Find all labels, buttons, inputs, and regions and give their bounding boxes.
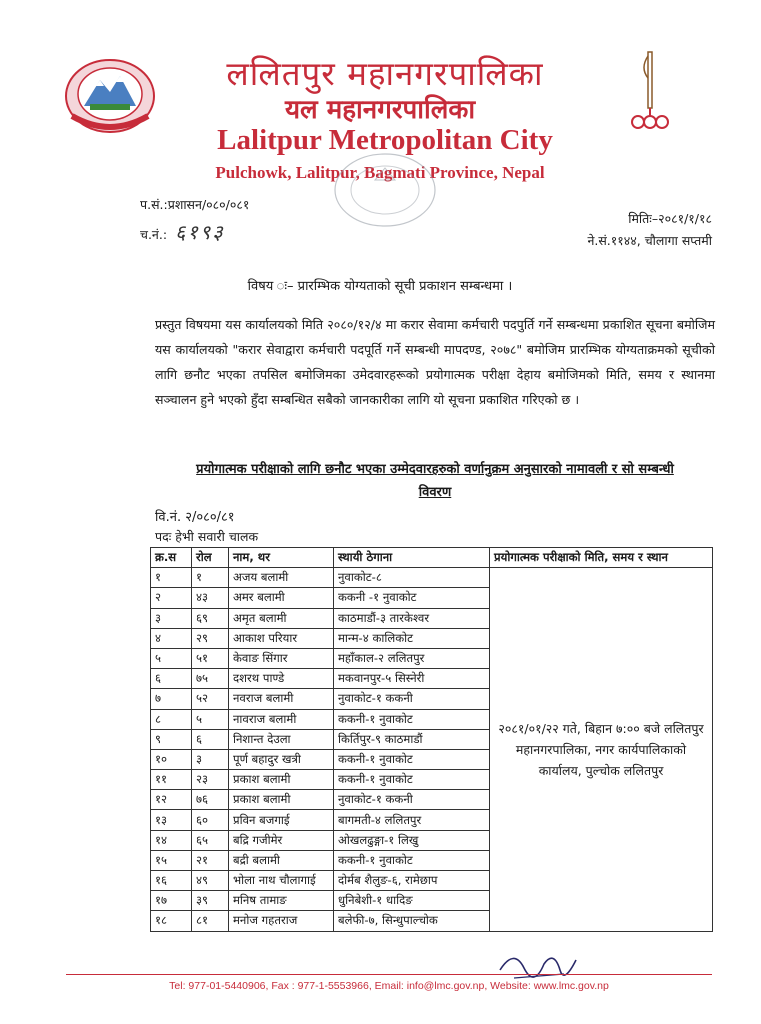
title-english: Lalitpur Metropolitan City [217,124,553,156]
footer-contact: Tel: 977-01-5440906, Fax : 977-1-5553966, Email: info@lmc.gov.np, Website: www.lmc.gov.np [169,980,609,992]
cell-roll: ३९ [192,891,229,911]
title-newari: यल महानगरपालिका [284,95,476,125]
cell-name: प्रकाश बलामी [229,790,334,810]
cell-name: मनिष तामाङ [229,891,334,911]
cell-roll: ८१ [192,911,229,931]
cell-address: बागमती-४ ललितपुर [334,810,490,830]
cell-sn: ६ [151,669,192,689]
list-heading-line1: प्रयोगात्मक परीक्षाको लागि छनौट भएका उम्मेदवारहरुको वर्णानुक्रम अनुसारको नामावली र सो सम्बन्धी [196,462,674,477]
cell-name: बद्री बलामी [229,850,334,870]
cell-sn: १७ [151,891,192,911]
cell-roll: ७६ [192,790,229,810]
cell-roll: ४९ [192,871,229,891]
cell-address: ककनी -१ नुवाकोट [334,588,490,608]
exam-details: २०८१/०१/२२ गते, बिहान ७:०० बजे ललितपुर महानगरपालिका, नगर कार्यपालिकाको कार्यालय, पुल्चोक ललितपुर [490,568,713,931]
cell-roll: ६९ [192,608,229,628]
cell-sn: १० [151,749,192,769]
letter-body: प्रस्तुत विषयमा यस कार्यालयको मिति २०८०/१२/४ मा करार सेवामा कर्मचारी पदपुर्ति गर्ने सम्बन्धमा प्रकाशित सूचना बमोजिम यस कार्यालयको "करार सेवाद्वारा कर्मचारी पदपूर्ति गर्ने सम्बन्धी मापदण्ड, २०७८" बमोजिम प्रारम्भिक योग्यताक्रमको सूचीको लागि छनौट भएका तपसिल बमोजिमका उमेदवारहरूको प्रयोगात्मक परीक्षा देहाय बमोजिमको मिति, समय र स्थानमा सञ्चालन हुने भएको हुँदा सम्बन्धित सबैको जानकारीका लागि यो सूचना प्रकाशित गरिएको छ । [155,317,715,407]
cell-sn: २ [151,588,192,608]
cell-roll: ६ [192,729,229,749]
cell-name: अमृत बलामी [229,608,334,628]
cell-name: निशान्त देउला [229,729,334,749]
dispatch-value: ६१९३ [175,220,225,244]
cell-address: किर्तिपुर-९ काठमाडौं [334,729,490,749]
cell-roll: ६५ [192,830,229,850]
cell-address: नुवाकोट-१ ककनी [334,689,490,709]
cell-sn: १६ [151,871,192,891]
cell-sn: ९ [151,729,192,749]
cell-sn: १५ [151,850,192,870]
lalitpur-logo [62,56,158,136]
cell-name: अजय बलामी [229,568,334,588]
nepal-sambat-date: ने.सं.११४४, चौलागा सप्तमी [587,233,712,248]
cell-address: महाँकाल-२ ललितपुर [334,648,490,668]
cell-name: दशरथ पाण्डे [229,669,334,689]
cell-address: ककनी-१ नुवाकोट [334,850,490,870]
letter-subject: विषय ः– प्रारम्भिक योग्यताको सूची प्रकाशन सम्बन्धमा । [247,279,513,294]
col-header-exam: प्रयोगात्मक परीक्षाको मिति, समय र स्थान [490,548,713,568]
cell-sn: १२ [151,790,192,810]
address: Pulchowk, Lalitpur, Bagmati Province, Nepal [215,163,545,182]
cell-name: भोला नाथ चौलागाई [229,871,334,891]
cell-name: केवाङ सिंगार [229,648,334,668]
col-header-roll: रोल [192,548,229,568]
cell-roll: ६० [192,810,229,830]
cell-address: दोर्मब शैलुङ-६, रामेछाप [334,871,490,891]
letter-date: मितिः–२०८१/१/१८ [628,211,712,226]
cell-roll: २९ [192,628,229,648]
dispatch-number [140,218,225,245]
cell-address: ककनी-१ नुवाकोट [334,709,490,729]
cell-address: ओखलढुङ्गा-१ लिखु [334,830,490,850]
cell-roll: ५ [192,709,229,729]
cell-address: काठमाडौं-३ तारकेश्वर [334,608,490,628]
cell-roll: ४३ [192,588,229,608]
cell-name: बद्रि गजीमेर [229,830,334,850]
cell-name: नावराज बलामी [229,709,334,729]
khukuri-emblem [622,48,676,134]
cell-address: नुवाकोट-१ ककनी [334,790,490,810]
cell-sn: ४ [151,628,192,648]
cell-address: धुनिबेशी-१ धादिङ [334,891,490,911]
list-heading [150,458,720,504]
cell-sn: १४ [151,830,192,850]
cell-name: पूर्ण बहादुर खत्री [229,749,334,769]
cell-sn: १८ [151,911,192,931]
cell-address: मान्म-४ कालिकोट [334,628,490,648]
cell-name: प्रविन बजगाई [229,810,334,830]
advertisement-number: वि.नं. २/०८०/८१ [155,510,235,525]
cell-sn: १३ [151,810,192,830]
cell-sn: ११ [151,770,192,790]
cell-name: आकाश परियार [229,628,334,648]
list-heading-line2: विवरण [418,485,452,500]
cell-sn: ७ [151,689,192,709]
cell-sn: ५ [151,648,192,668]
footer-divider [66,974,712,975]
col-header-address: स्थायी ठेगाना [334,548,490,568]
candidate-table [150,547,713,932]
cell-name: नवराज बलामी [229,689,334,709]
cell-roll: ५२ [192,689,229,709]
cell-name: अमर बलामी [229,588,334,608]
cell-roll: २१ [192,850,229,870]
cell-roll: ३ [192,749,229,769]
reference-number: प.सं.:प्रशासन/०८०/०८१ [140,197,250,212]
post-title: पदः हेभी सवारी चालक [155,529,259,544]
dispatch-label: च.नं.: [140,227,168,242]
cell-roll: ५१ [192,648,229,668]
cell-roll: ७५ [192,669,229,689]
office-stamp [330,150,440,230]
cell-roll: २३ [192,770,229,790]
table-row [151,568,713,588]
cell-address: मकवानपुर-५ सिस्नेरी [334,669,490,689]
table-header-row [151,548,713,568]
cell-sn: ३ [151,608,192,628]
cell-sn: १ [151,568,192,588]
col-header-name: नाम, थर [229,548,334,568]
cell-address: नुवाकोट-८ [334,568,490,588]
title-nepali: ललितपुर महानगरपालिका [226,54,544,93]
cell-sn: ८ [151,709,192,729]
cell-address: बलेफी-७, सिन्धुपाल्चोक [334,911,490,931]
cell-roll: १ [192,568,229,588]
cell-address: ककनी-१ नुवाकोट [334,770,490,790]
cell-name: प्रकाश बलामी [229,770,334,790]
cell-address: ककनी-१ नुवाकोट [334,749,490,769]
cell-name: मनोज गहतराज [229,911,334,931]
col-header-sn: क्र.स [151,548,192,568]
